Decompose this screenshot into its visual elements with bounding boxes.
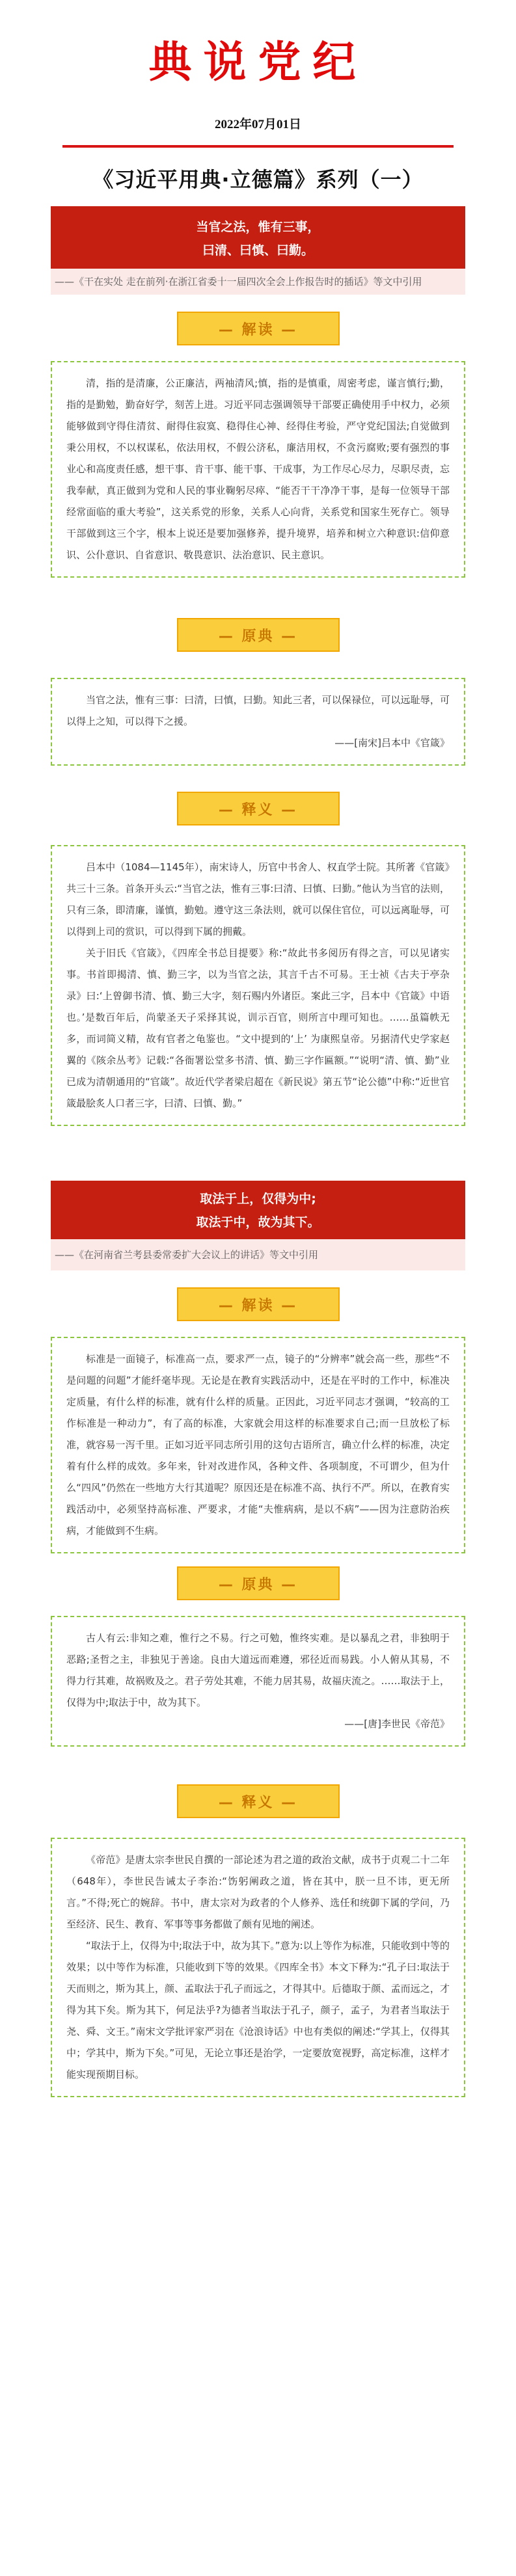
shiyi-box	[51, 845, 465, 1126]
publish-date: 2022年07月01日	[214, 118, 301, 131]
jiedu-box	[51, 1337, 465, 1553]
shiyi-para: “取法于上，仅得为中;取法于中，故为其下。”意为:以上等作为标准，只能收到中等的效果；以中等作为标准，只能收到下等的效果。《四库全书》本文下释为:“孔子曰:取法于天而则之，斯为其上，颜、孟取法于孔子而远之，才得其中。后德取于颜、孟而远之，才得为其下矣。斯为其下，何足法乎?为德者当取法于孔子，颜子，孟子，为君者当取法于尧、舜、文王。”南宋文学批评家严羽在《沧浪诗话》中也有类似的阐述:“学其上，仅得其中；学其中，斯为下矣。”可见，无论立事还是治学，一定要放宽视野，高定标准，这样才能实现预期目标。	[66, 1940, 450, 2080]
quote-source-2: ——《在河南省兰考县委常委扩大会议上的讲话》等文中引用	[51, 1239, 465, 1270]
quote-banner-2	[51, 1181, 465, 1239]
jiedu-text: 标准是一面镜子，标准高一点，要求严一点，镜子的“分辨率”就会高一些，那些“不是问题的问题”才能纤毫毕现。无论是在教育实践活动中，还是在平时的工作中，标准决定质量，有什么样的标准，就有什么样的质量。正因此，习近平同志才强调，“较高的工作标准是一种动力”，有了高的标准，大家就会用这样的标准要求自己;而一旦放松了标准，就容易一泻千里。正如习近平同志所引用的这句古语所言，确立什么样的标准，决定着有什么样的成效。多年来，针对改进作风，各种文件、各项制度，不可谓少，但为什么“四风”仍然在一些地方大行其道呢？原因还是在标准不高、执行不严。所以，在教育实践活动中，必须坚持高标准、严要求，才能“夫惟病病，是以不病”——因为注意防治疾病，才能做到不生病。	[66, 1353, 450, 1536]
yuandian-text: 古人有云:非知之难，惟行之不易。行之可勉，惟终实难。是以暴乱之君，非独明于恶路;圣哲之主，非独见于善途。良由大道远而难遵，邪径近而易践。小人俯从其易，不得力行其难，故祸败及之。君子劳处其难，不能力居其易，故福庆流之。……取法于上，仅得为中;取法于中，故为其下。	[66, 1632, 450, 1708]
yuandian-box	[51, 678, 465, 766]
quote-banner-1	[51, 206, 465, 269]
series-title: 《习近平用典·立德篇》系列（一）	[92, 167, 424, 192]
tab-yuandian: — 原典 —	[177, 618, 340, 652]
tab-shiyi: — 释义 —	[177, 792, 340, 825]
quote-line: 取法于上，仅得为中;	[200, 1192, 316, 1206]
tab-yuandian: — 原典 —	[177, 1566, 340, 1600]
quote-source-1: ——《干在实处 走在前列·在浙江省委十一届四次全会上作报告时的插话》等文中引用	[51, 269, 465, 295]
quote-line: 曰清、曰慎、曰勤。	[202, 243, 314, 258]
jiedu-text: 清，指的是清廉，公正廉洁，两袖清风;慎，指的是慎重，周密考虑，谨言慎行;勤，指的是勤勉，勤奋好学，刻苦上进。习近平同志强调领导干部要正确使用手中权力，必须能够做到守得住清贫、耐得住寂寞、稳得住心神、经得住考验，严守党纪国法;自觉做到秉公用权，不以权谋私，依法用权，不假公济私，廉洁用权，不贪污腐败;要有强烈的事业心和高度责任感，想干事、肯干事、能干事、干成事，为工作尽心尽力，尽职尽责，忘我奉献，真正做到为党和人民的事业鞠躬尽瘁、“能否干干净净干事，是每一位领导干部经常面临的重大考验”，这关系党的形象，关系人心向背，关系党和国家生死存亡。领导干部做到这三个字，根本上说还是要加强修养，提升境界，培养和树立六种意识:信仰意识、公仆意识、自省意识、敬畏意识、法治意识、民主意识。	[66, 377, 450, 561]
quote-line: 取法于中，故为其下。	[196, 1215, 320, 1229]
shiyi-para: 《帝范》是唐太宗李世民自撰的一部论述为君之道的政治文献，成书于贞观二十二年（648年），李世民告诫太子李治:“饬躬阐政之道，皆在其中，朕一旦不讳，更无所言。”不得;死亡的婉辞。书中，唐太宗对为政者的个人修养、选任和统御下属的学问，乃至经济、民生、教育、军事等事务都做了颇有见地的阐述。	[66, 1854, 450, 1930]
jiedu-box	[51, 361, 465, 578]
shiyi-box	[51, 1838, 465, 2097]
yuandian-cite: ——[唐]李世民《帝范》	[344, 1718, 450, 1730]
tab-jiedu: — 解读 —	[177, 312, 340, 345]
quote-line: 当官之法，惟有三事，	[196, 220, 320, 234]
yuandian-text: 当官之法，惟有三事：曰清，曰慎，曰勤。知此三者，可以保禄位，可以远耻辱，可以得上之知，可以得下之援。	[66, 694, 450, 727]
masthead	[0, 0, 516, 193]
tab-shiyi: — 释义 —	[177, 1784, 340, 1818]
yuandian-cite: ——[南宋]吕本中《官箴》	[334, 737, 450, 749]
yuandian-box	[51, 1616, 465, 1747]
masthead-rule	[62, 145, 454, 148]
tab-jiedu: — 解读 —	[177, 1287, 340, 1321]
shiyi-para: 吕本中（1084—1145年），南宋诗人，历官中书舍人、权直学士院。其所著《官箴》共三十三条。首条开头云:“当官之法，惟有三事:曰清、曰慎、曰勤。”他认为当官的法则，只有三条，即清廉，谨慎，勤勉。遵守这三条法则，就可以保住官位，可以远离耻辱，可以得到上司的赏识，可以得到下属的拥戴。	[66, 861, 450, 937]
shiyi-para: 关于旧氏《官箴》，《四库全书总目提要》称:“故此书多阅历有得之言，可以见诸实事。书首即揭清、慎、勤三字，以为当官之法，其言千古不可易。王士祯《古夫于亭杂录》曰:‘上曾御书清、慎、勤三大字，刻石赐内外诸臣。案此三字，吕本中《官箴》中语也。’是数百年后，尚蒙圣天子采择其说，训示百官，则所言中理可知也。……虽篇帙无多，而词简义精，故有官者之龟鉴也。“文中提到的‘上’ 为康熙皇帝。另据清代史学家赵翼的《陔余丛考》记载:“各衙署讼堂多书清、慎、勤三字作匾额。”“说明“清、慎、勤”业已成为清朝通用的“官箴”。故近代学者梁启超在《新民说》第五节“论公德”中称:“近世官箴最脍炙人口者三字，曰清、曰慎、勤。”	[66, 947, 450, 1109]
masthead-title: 典说党纪	[148, 36, 368, 87]
